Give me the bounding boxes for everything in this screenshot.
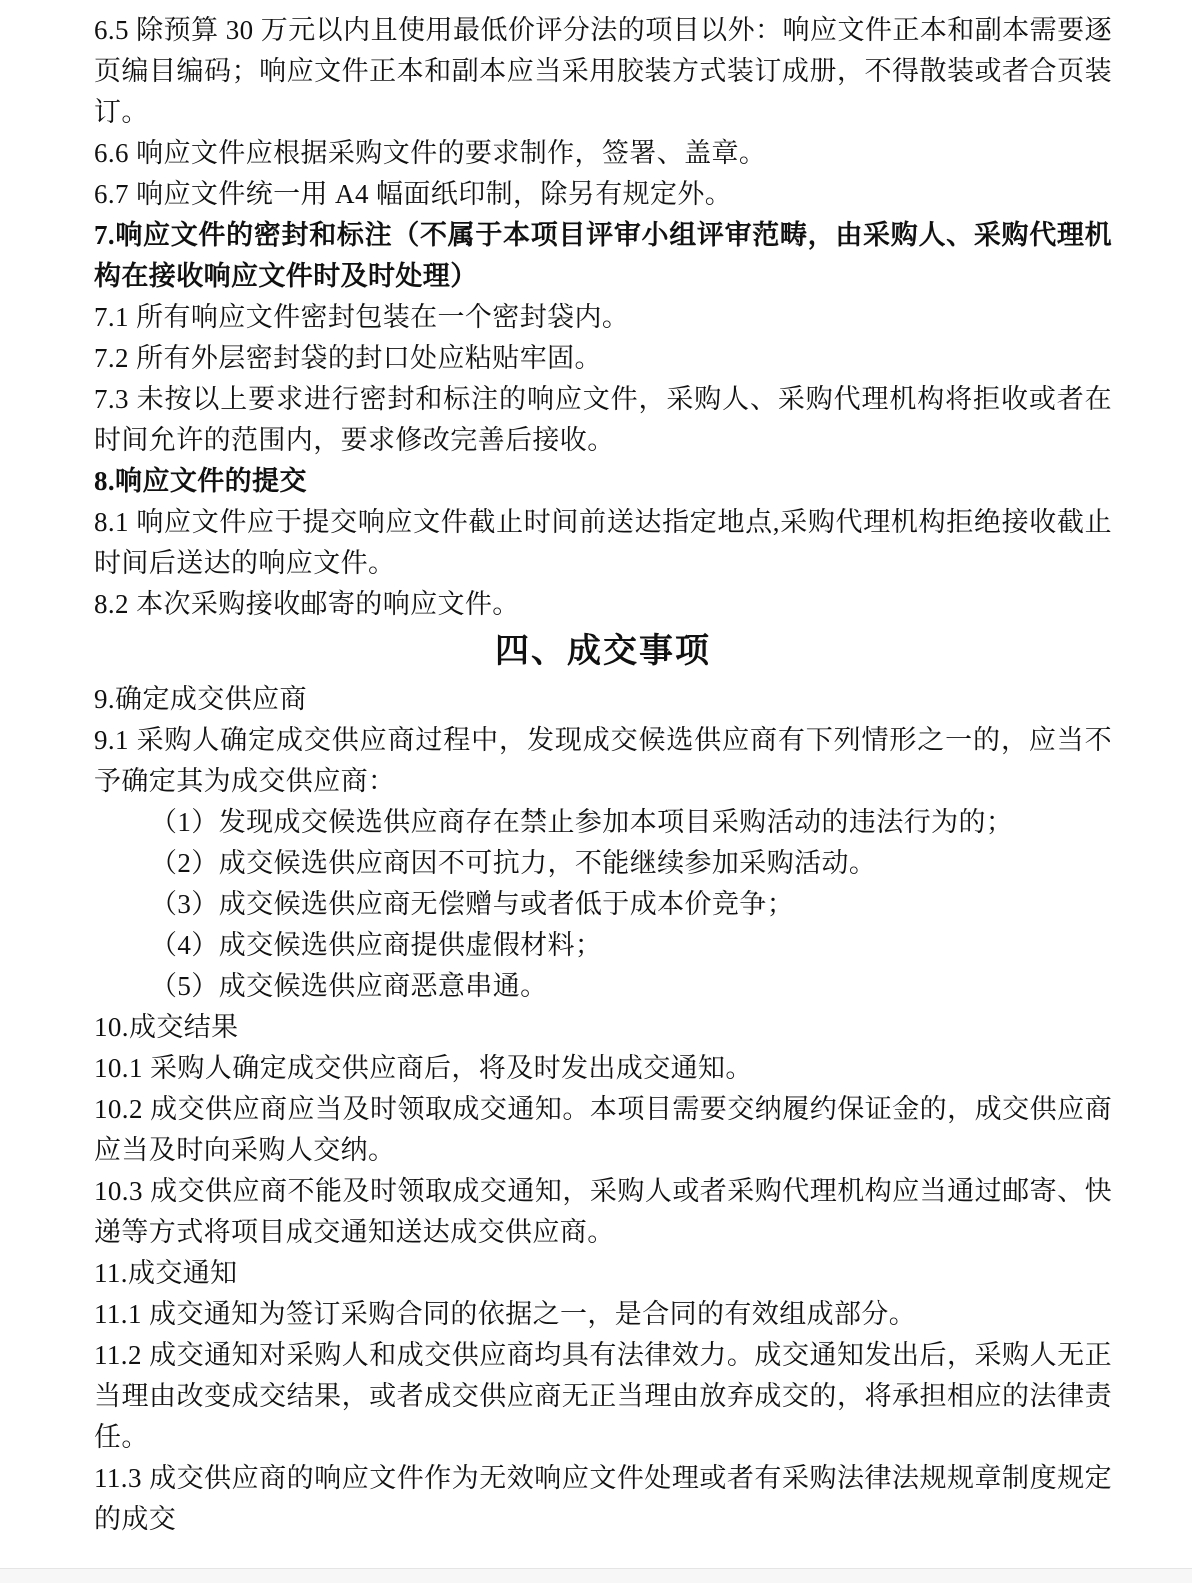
paragraph: 10.2 成交供应商应当及时领取成交通知。本项目需要交纳履约保证金的，成交供应商应当及时向采购人交纳。 xyxy=(94,1094,1112,1165)
paragraph: 7.3 未按以上要求进行密封和标注的响应文件，采购人、采购代理机构将拒收或者在时间允许的范围内，要求修改完善后接收。 xyxy=(94,384,1112,455)
list-item: （2）成交候选供应商因不可抗力，不能继续参加采购活动。 xyxy=(150,848,877,878)
list-item: （5）成交候选供应商恶意串通。 xyxy=(150,971,548,1001)
section-heading: 7.响应文件的密封和标注（不属于本项目评审小组评审范畴，由采购人、采购代理机构在接收响应文件时及时处理） xyxy=(94,220,1112,291)
paragraph: 8.2 本次采购接收邮寄的响应文件。 xyxy=(94,589,520,619)
paragraph: 11.3 成交供应商的响应文件作为无效响应文件处理或者有采购法律法规规章制度规定的成交 xyxy=(94,1463,1112,1534)
paragraph: 10.1 采购人确定成交供应商后，将及时发出成交通知。 xyxy=(94,1053,753,1083)
chapter-title: 四、成交事项 xyxy=(495,633,711,670)
list-item: （3）成交候选供应商无偿赠与或者低于成本价竞争； xyxy=(150,889,795,919)
paragraph: 11.2 成交通知对采购人和成交供应商均具有法律效力。成交通知发出后，采购人无正当理由改变成交结果，或者成交供应商无正当理由放弃成交的，将承担相应的法律责任。 xyxy=(94,1340,1112,1452)
paragraph: 6.7 响应文件统一用 A4 幅面纸印制，除另有规定外。 xyxy=(94,179,733,209)
list-item: （1）发现成交候选供应商存在禁止参加本项目采购活动的违法行为的； xyxy=(150,807,1014,837)
list-item: （4）成交候选供应商提供虚假材料； xyxy=(150,930,603,960)
paragraph: 9.1 采购人确定成交供应商过程中，发现成交候选供应商有下列情形之一的，应当不予确定其为成交供应商： xyxy=(94,725,1112,796)
paragraph: 10.成交结果 xyxy=(94,1012,239,1042)
paragraph: 9.确定成交供应商 xyxy=(94,684,307,714)
paragraph: 10.3 成交供应商不能及时领取成交通知，采购人或者采购代理机构应当通过邮寄、快递等方式将项目成交通知送达成交供应商。 xyxy=(94,1176,1112,1247)
paragraph: 11.成交通知 xyxy=(94,1258,238,1288)
page-bottom-edge xyxy=(0,1568,1192,1583)
paragraph: 6.6 响应文件应根据采购文件的要求制作，签署、盖章。 xyxy=(94,138,767,168)
paragraph: 8.1 响应文件应于提交响应文件截止时间前送达指定地点,采购代理机构拒绝接收截止时间后送达的响应文件。 xyxy=(94,507,1112,578)
paragraph: 6.5 除预算 30 万元以内且使用最低价评分法的项目以外：响应文件正本和副本需要逐页编目编码；响应文件正本和副本应当采用胶装方式装订成册，不得散装或者合页装订。 xyxy=(94,15,1112,127)
paragraph: 11.1 成交通知为签订采购合同的依据之一，是合同的有效组成部分。 xyxy=(94,1299,917,1329)
paragraph: 7.2 所有外层密封袋的封口处应粘贴牢固。 xyxy=(94,343,602,373)
section-heading: 8.响应文件的提交 xyxy=(94,466,307,496)
paragraph: 7.1 所有响应文件密封包装在一个密封袋内。 xyxy=(94,302,630,332)
